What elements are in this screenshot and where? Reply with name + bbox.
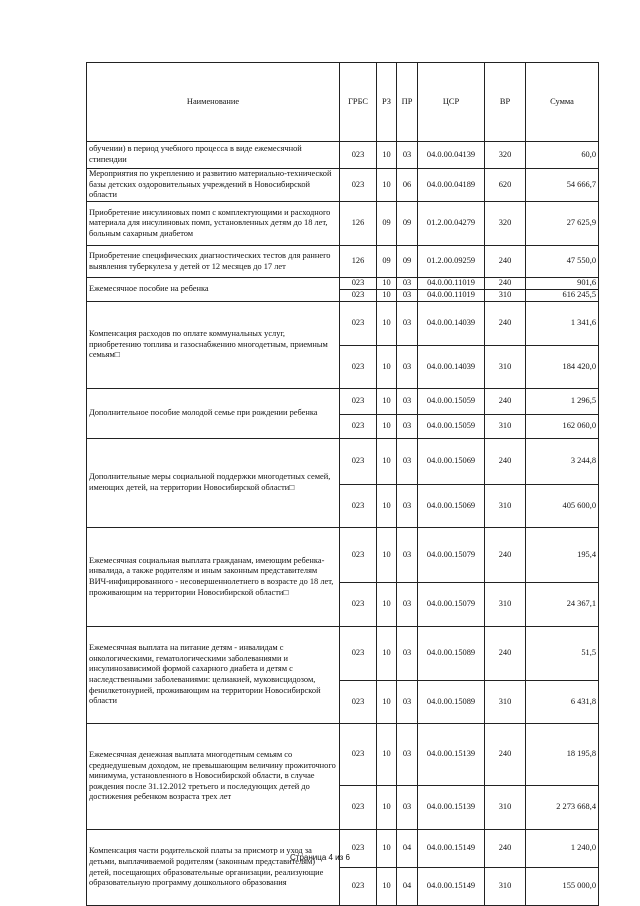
cell-grbs: 023 [340,583,377,627]
row-name-cell: Ежемесячная выплата на питание детям - инвалидам с онкологическими, гематологическими заболеваниями и инсулинозависимой формой сахарного диабета и детям с наследственными заболеваниями: целиакией, муковисцидозом, фенилкетонурией, проживающим на территории Новосибирской области [87,627,340,724]
cell-pr: 03 [397,142,418,169]
cell-grbs: 023 [340,786,377,830]
cell-grbs: 023 [340,868,377,906]
cell-pr: 03 [397,346,418,389]
cell-grbs: 023 [340,346,377,389]
cell-csr: 04.0.00.04189 [418,169,485,202]
cell-vr: 240 [485,724,526,786]
cell-rz: 10 [377,415,397,439]
table-header-row [87,63,599,142]
cell-pr: 03 [397,627,418,681]
cell-pr: 03 [397,485,418,528]
cell-pr: 03 [397,278,418,290]
header-vr: ВР [485,63,526,142]
cell-pr: 03 [397,786,418,830]
cell-csr: 04.0.00.15079 [418,583,485,627]
cell-pr: 03 [397,290,418,302]
cell-rz: 10 [377,169,397,202]
cell-csr: 04.0.00.14039 [418,302,485,346]
cell-rz: 10 [377,142,397,169]
header-csr: ЦСР [418,63,485,142]
row-name-cell: Мероприятия по укреплению и развитию материально-технической базы детских оздоровительных учреждений в Новосибирской области [87,169,340,202]
cell-vr: 310 [485,868,526,906]
header-sum: Сумма [526,63,599,142]
cell-csr: 04.0.00.14039 [418,346,485,389]
cell-vr: 310 [485,290,526,302]
cell-grbs: 023 [340,169,377,202]
row-name-cell: Компенсация расходов по оплате коммунальных услуг, приобретению топлива и газоснабжению многодетным, приемным семьям□ [87,302,340,389]
header-name: Наименование [87,63,340,142]
cell-sum: 155 000,0 [526,868,599,906]
cell-sum: 162 060,0 [526,415,599,439]
cell-sum: 47 550,0 [526,246,599,278]
cell-pr: 03 [397,415,418,439]
cell-csr: 04.0.00.15149 [418,830,485,868]
cell-sum: 24 367,1 [526,583,599,627]
cell-vr: 310 [485,346,526,389]
cell-rz: 10 [377,627,397,681]
cell-grbs: 023 [340,142,377,169]
cell-pr: 03 [397,439,418,485]
cell-rz: 10 [377,681,397,724]
header-grbs: ГРБС [340,63,377,142]
page-number: Страница 4 из 6 [290,853,350,862]
cell-csr: 01.2.00.04279 [418,202,485,246]
cell-sum: 1 341,6 [526,302,599,346]
cell-pr: 09 [397,246,418,278]
cell-csr: 04.0.00.15149 [418,868,485,906]
cell-vr: 310 [485,681,526,724]
cell-sum: 3 244,8 [526,439,599,485]
cell-csr: 01.2.00.09259 [418,246,485,278]
cell-grbs: 023 [340,302,377,346]
cell-rz: 10 [377,528,397,583]
cell-rz: 10 [377,439,397,485]
row-name-cell: Ежемесячная денежная выплата многодетным семьям со среднедушевым доходом, не превышающим величину прожиточного минимума, установленного в Новосибирской области, в случае рождения после 31.12.2012 третьего и последующих детей до достижения ребенком возраста трех лет [87,724,340,830]
cell-sum: 2 273 668,4 [526,786,599,830]
cell-pr: 06 [397,169,418,202]
cell-csr: 04.0.00.15059 [418,389,485,415]
cell-pr: 03 [397,583,418,627]
cell-grbs: 023 [340,627,377,681]
table-row [87,439,599,485]
cell-grbs: 023 [340,439,377,485]
cell-grbs: 023 [340,389,377,415]
cell-rz: 10 [377,583,397,627]
cell-vr: 320 [485,202,526,246]
cell-sum: 18 195,8 [526,724,599,786]
cell-rz: 09 [377,246,397,278]
cell-sum: 1 240,0 [526,830,599,868]
cell-grbs: 023 [340,830,377,868]
cell-vr: 240 [485,627,526,681]
cell-rz: 10 [377,346,397,389]
cell-grbs: 126 [340,246,377,278]
cell-pr: 03 [397,302,418,346]
cell-sum: 1 296,5 [526,389,599,415]
table-row [87,202,599,246]
row-name-cell: Приобретение специфических диагностических тестов для раннего выявления туберкулеза у детей от 12 месяцев до 17 лет [87,246,340,278]
cell-sum: 6 431,8 [526,681,599,724]
header-pr: ПР [397,63,418,142]
cell-csr: 04.0.00.15079 [418,528,485,583]
table-row [87,169,599,202]
table-row [87,724,599,786]
cell-csr: 04.0.00.15069 [418,485,485,528]
cell-vr: 320 [485,142,526,169]
cell-vr: 240 [485,389,526,415]
cell-rz: 10 [377,724,397,786]
header-rz: РЗ [377,63,397,142]
table-row [87,278,599,290]
cell-grbs: 023 [340,681,377,724]
row-name-cell: Ежемесячная социальная выплата гражданам, имеющим ребенка-инвалида, а также родителям и иным законным представителям ВИЧ-инфицированного - несовершеннолетнего в возрасте до 18 лет, проживающим на территории Новосибирской области□ [87,528,340,627]
table-body [87,142,599,906]
cell-vr: 620 [485,169,526,202]
cell-sum: 27 625,9 [526,202,599,246]
cell-vr: 240 [485,439,526,485]
cell-grbs: 023 [340,724,377,786]
cell-grbs: 023 [340,528,377,583]
cell-vr: 310 [485,583,526,627]
cell-pr: 04 [397,830,418,868]
cell-sum: 60,0 [526,142,599,169]
cell-rz: 09 [377,202,397,246]
cell-rz: 10 [377,302,397,346]
cell-csr: 04.0.00.15089 [418,627,485,681]
cell-sum: 901,6 [526,278,599,290]
row-name-cell: Компенсация части родительской платы за присмотр и уход за детьми, выплачиваемой родителям (законным представителям) детей, посещающих образовательные организации, реализующие образовательную программу дошкольного образования [87,830,340,906]
row-name-cell: Дополнительные меры социальной поддержки многодетных семей, имеющих детей, на территории Новосибирской области□ [87,439,340,528]
table-row [87,528,599,583]
cell-pr: 03 [397,681,418,724]
cell-pr: 09 [397,202,418,246]
cell-sum: 195,4 [526,528,599,583]
cell-vr: 240 [485,528,526,583]
cell-grbs: 023 [340,485,377,528]
cell-vr: 240 [485,830,526,868]
cell-pr: 03 [397,528,418,583]
cell-grbs: 023 [340,415,377,439]
table-row [87,302,599,346]
table-row [87,627,599,681]
row-name-cell: Ежемесячное пособие на ребенка [87,278,340,302]
cell-rz: 10 [377,389,397,415]
cell-vr: 310 [485,415,526,439]
table-row [87,246,599,278]
cell-vr: 310 [485,786,526,830]
cell-csr: 04.0.00.11019 [418,290,485,302]
row-name-cell: Приобретение инсулиновых помп с комплектующими и расходного материала для инсулиновых помп, установленных детям до 18 лет, больным сахарным диабетом [87,202,340,246]
table-row [87,389,599,415]
cell-pr: 03 [397,389,418,415]
cell-csr: 04.0.00.15139 [418,724,485,786]
cell-grbs: 023 [340,278,377,290]
cell-rz: 10 [377,830,397,868]
cell-vr: 310 [485,485,526,528]
cell-csr: 04.0.00.04139 [418,142,485,169]
cell-rz: 10 [377,786,397,830]
row-name-cell: Дополнительное пособие молодой семье при рождении ребенка [87,389,340,439]
cell-csr: 04.0.00.15059 [418,415,485,439]
row-name-cell: обучении) в период учебного процесса в виде ежемесячной стипендии [87,142,340,169]
cell-grbs: 126 [340,202,377,246]
cell-rz: 10 [377,868,397,906]
cell-pr: 03 [397,724,418,786]
cell-rz: 10 [377,290,397,302]
cell-csr: 04.0.00.15139 [418,786,485,830]
cell-sum: 184 420,0 [526,346,599,389]
cell-sum: 616 245,5 [526,290,599,302]
budget-table [86,62,599,906]
cell-sum: 405 600,0 [526,485,599,528]
cell-rz: 10 [377,485,397,528]
cell-vr: 240 [485,246,526,278]
cell-csr: 04.0.00.15089 [418,681,485,724]
table-row [87,142,599,169]
cell-sum: 54 666,7 [526,169,599,202]
cell-vr: 240 [485,302,526,346]
cell-vr: 240 [485,278,526,290]
cell-rz: 10 [377,278,397,290]
cell-pr: 04 [397,868,418,906]
cell-sum: 51,5 [526,627,599,681]
cell-grbs: 023 [340,290,377,302]
cell-csr: 04.0.00.11019 [418,278,485,290]
cell-csr: 04.0.00.15069 [418,439,485,485]
